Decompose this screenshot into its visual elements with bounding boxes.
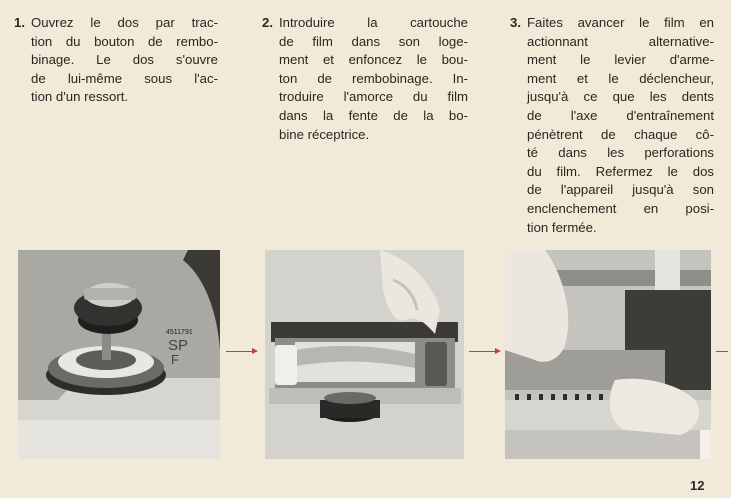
step-3-line: ment et le déclencheur, [527, 70, 714, 86]
arrow-right-icon [716, 351, 728, 352]
step-3 [510, 14, 714, 237]
step-1 [14, 14, 218, 107]
step-number: 1. [14, 15, 25, 30]
photo-film-advance [505, 250, 711, 459]
step-2-line: ton de rembobinage. In- [279, 70, 468, 86]
camera-model-line-2: F [171, 352, 179, 367]
step-2 [262, 14, 468, 144]
step-3-line: actionnant alternative- [527, 33, 714, 49]
step-2-line: bine réceptrice. [279, 126, 370, 142]
step-3-line: de l'appareil jusqu'à son [527, 182, 714, 198]
photo-rewind-knob [18, 250, 220, 459]
step-3-line: tion fermée. [527, 219, 597, 235]
step-3-line: jusqu'à ce que les dents [527, 89, 714, 105]
step-1-line: tion du bouton de rembo- [31, 33, 218, 49]
step-1-line: tion d'un ressort. [31, 89, 129, 105]
step-3-line: de l'axe d'entraînement [527, 107, 714, 123]
step-1-line: Ouvrez le dos par trac- [31, 15, 218, 30]
step-2-line: troduire l'amorce du film [279, 89, 468, 105]
step-number: 2. [262, 15, 273, 30]
camera-model-line-1: SP [168, 337, 189, 354]
step-2-line: dans la fente de la bo- [279, 107, 468, 123]
step-3-line: du film. Refermez le dos [527, 163, 714, 179]
arrow-right-icon [469, 351, 499, 352]
step-number: 3. [510, 15, 521, 30]
step-2-line: ment et enfoncez le bou- [279, 52, 468, 68]
step-3-line: Faites avancer le film en [527, 15, 714, 30]
step-3-line: enclenchement en posi- [527, 200, 714, 216]
step-2-line: de film dans son loge- [279, 33, 468, 49]
step-3-line: ment le levier d'arme- [527, 52, 714, 68]
step-1-line: binage. Le dos s'ouvre [31, 52, 218, 68]
camera-serial-number: 4511791 [166, 329, 193, 336]
step-3-line: té dans les perforations [527, 145, 714, 161]
step-1-line: de lui-même sous l'ac- [31, 70, 218, 86]
step-2-line: Introduire la cartouche [279, 15, 468, 30]
arrow-right-icon [226, 351, 256, 352]
photo-film-cartridge [265, 250, 464, 459]
page-number: 12 [690, 478, 705, 493]
step-3-line: pénètrent de chaque cô- [527, 126, 714, 142]
